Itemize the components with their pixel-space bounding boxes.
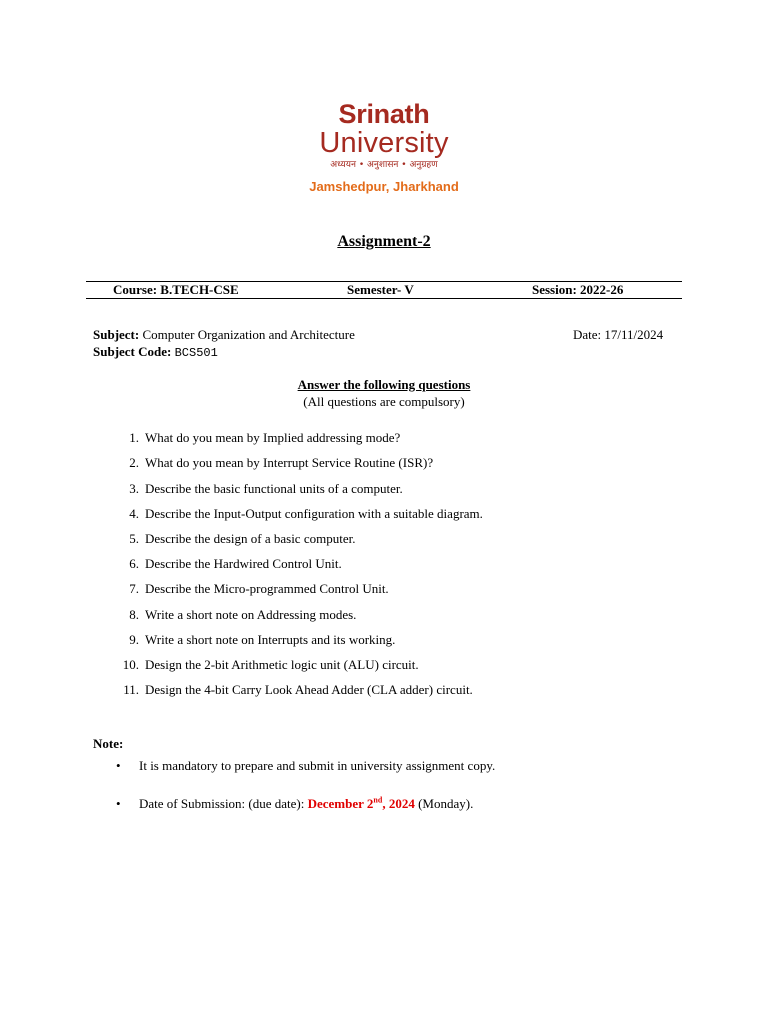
semester-label: Semester- V — [347, 282, 414, 297]
question-number: 8. — [129, 607, 139, 622]
question-number: 5. — [129, 531, 139, 546]
question-number: 10. — [122, 657, 139, 672]
subject-code-value: BCS501 — [174, 346, 218, 360]
due-date-day: December 2 — [307, 796, 374, 811]
logo-name-line2: University — [319, 127, 449, 159]
question-text: Write a short note on Interrupts and its working. — [145, 632, 396, 647]
question-number: 9. — [129, 632, 139, 647]
instructions-heading: Answer the following questions — [297, 377, 471, 392]
question-number: 2. — [129, 455, 139, 470]
due-date-suffix: (Monday). — [414, 796, 474, 811]
question-text: Design the 2-bit Arithmetic logic unit (ALU) circuit. — [145, 657, 419, 672]
question-text: What do you mean by Interrupt Service Routine (ISR)? — [145, 455, 434, 470]
question-text: Describe the basic functional units of a computer. — [145, 481, 403, 496]
question-text: Describe the Micro-programmed Control Unit. — [145, 581, 389, 596]
issue-date: Date: 17/11/2024 — [573, 327, 664, 342]
question-number: 3. — [129, 481, 139, 496]
due-date-ordinal: nd — [373, 795, 383, 805]
note-item-text: It is mandatory to prepare and submit in university assignment copy. — [139, 758, 496, 773]
university-logo — [0, 100, 768, 171]
question-text: What do you mean by Implied addressing mode? — [145, 430, 401, 445]
bullet-icon: • — [116, 758, 121, 773]
due-date-year: , 2024 — [382, 796, 415, 811]
due-date-prefix: Date of Submission: (due date): — [139, 796, 308, 811]
question-text: Describe the Hardwired Control Unit. — [145, 556, 342, 571]
note-item-text — [139, 795, 473, 812]
subject-value: Computer Organization and Architecture — [142, 327, 355, 342]
location-text: Jamshedpur, Jharkhand — [309, 179, 459, 194]
question-number: 6. — [129, 556, 139, 571]
subject-code-line — [93, 343, 218, 362]
page-title: Assignment-2 — [337, 233, 431, 250]
subject-line — [93, 326, 355, 343]
question-text: Design the 4-bit Carry Look Ahead Adder (CLA adder) circuit. — [145, 682, 473, 697]
meta-bottom-rule — [86, 298, 682, 299]
bullet-icon: • — [116, 796, 121, 811]
subject-label: Subject: — [93, 327, 140, 342]
logo-name-line1: Srinath — [338, 99, 430, 129]
note-label: Note: — [93, 736, 124, 751]
logo-tagline: अध्ययन • अनुशासन • अनुग्रहण — [330, 160, 438, 170]
instructions-subheading: (All questions are compulsory) — [303, 394, 465, 409]
question-number: 11. — [123, 682, 139, 697]
question-text: Write a short note on Addressing modes. — [145, 607, 357, 622]
question-number: 7. — [129, 581, 139, 596]
question-text: Describe the Input-Output configuration with a suitable diagram. — [145, 506, 483, 521]
session-label: Session: 2022-26 — [532, 282, 624, 297]
course-meta-row — [86, 281, 682, 298]
question-number: 4. — [129, 506, 139, 521]
course-label: Course: B.TECH-CSE — [113, 282, 239, 297]
question-text: Describe the design of a basic computer. — [145, 531, 356, 546]
subject-code-label: Subject Code: — [93, 344, 172, 359]
question-number: 1. — [129, 430, 139, 445]
due-date-value — [308, 796, 415, 811]
